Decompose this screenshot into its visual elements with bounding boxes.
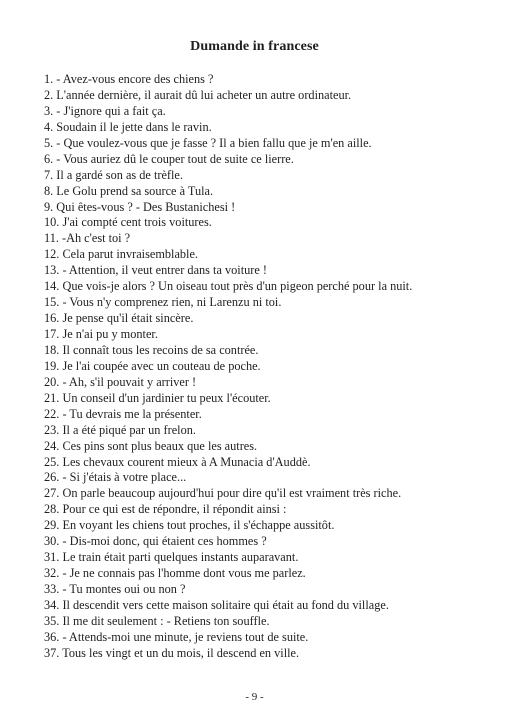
sentence-line: 9. Qui êtes-vous ? - Des Bustanichesi ! (44, 199, 236, 214)
sentence-line: 25. Les chevaux courent mieux à A Munacia d'Auddè. (44, 454, 311, 469)
sentence-line: 34. Il descendit vers cette maison solitaire qui était au fond du village. (44, 597, 389, 612)
sentence-line: 6. - Vous auriez dû le couper tout de suite ce lierre. (44, 151, 294, 166)
sentence-line: 29. En voyant les chiens tout proches, il s'échappe aussitôt. (44, 518, 335, 533)
sentence-line: 7. Il a gardé son as de trèfle. (44, 167, 183, 182)
sentence-line: 32. - Je ne connais pas l'homme dont vous me parlez. (44, 566, 306, 581)
sentence-line: 2. L'année dernière, il aurait dû lui acheter un autre ordinateur. (44, 87, 352, 102)
sentence-line: 33. - Tu montes oui ou non ? (44, 582, 186, 596)
sentence-line: 37. Tous les vingt et un du mois, il descend en ville. (44, 645, 300, 660)
sentence-line: 23. Il a été piqué par un frelon. (44, 422, 196, 437)
sentence-line: 4. Soudain il le jette dans le ravin. (44, 119, 212, 134)
sentence-line: 11. -Ah c'est toi ? (44, 231, 131, 246)
sentence-line: 20. - Ah, s'il pouvait y arriver ! (44, 374, 197, 389)
sentence-line: 10. J'ai compté cent trois voitures. (44, 215, 212, 230)
sentence-line: 26. - Si j'étais à votre place... (44, 470, 187, 485)
sentence-line: 35. Il me dit seulement : - Retiens ton souffle. (44, 613, 270, 628)
sentence-list (44, 72, 484, 662)
sentence-line: 16. Je pense qu'il était sincère. (44, 311, 194, 326)
sentence-line: 24. Ces pins sont plus beaux que les autres. (44, 438, 258, 453)
page-number: - 9 - (245, 691, 264, 703)
sentence-line: 30. - Dis-moi donc, qui étaient ces hommes ? (44, 534, 267, 549)
sentence-line: 12. Cela parut invraisemblable. (44, 247, 199, 262)
page-title: Dumande in francese (190, 39, 319, 54)
sentence-line: 36. - Attends-moi une minute, je reviens tout de suite. (44, 629, 309, 644)
sentence-line: 17. Je n'ai pu y monter. (44, 327, 158, 341)
sentence-line: 14. Que vois-je alors ? Un oiseau tout près d'un pigeon perché pour la nuit. (44, 279, 413, 294)
sentence-line: 28. Pour ce qui est de répondre, il répondit ainsi : (44, 502, 287, 517)
sentence-line: 3. - J'ignore qui a fait ça. (44, 103, 166, 118)
sentence-line: 5. - Que voulez-vous que je fasse ? Il a bien fallu que je m'en aille. (44, 135, 372, 150)
sentence-line: 1. - Avez-vous encore des chiens ? (44, 72, 214, 86)
sentence-line: 8. Le Golu prend sa source à Tula. (44, 183, 214, 198)
sentence-line: 21. Un conseil d'un jardinier tu peux l'écouter. (44, 390, 271, 405)
sentence-line: 19. Je l'ai coupée avec un couteau de poche. (44, 358, 261, 373)
sentence-line: 22. - Tu devrais me la présenter. (44, 406, 202, 421)
sentence-line: 18. Il connaît tous les recoins de sa contrée. (44, 342, 259, 357)
sentence-line: 13. - Attention, il veut entrer dans ta voiture ! (44, 263, 267, 278)
sentence-line: 15. - Vous n'y comprenez rien, ni Larenzu ni toi. (44, 295, 282, 310)
sentence-line: 27. On parle beaucoup aujourd'hui pour dire qu'il est vraiment très riche. (44, 486, 402, 501)
sentence-line: 31. Le train était parti quelques instants auparavant. (44, 550, 299, 565)
